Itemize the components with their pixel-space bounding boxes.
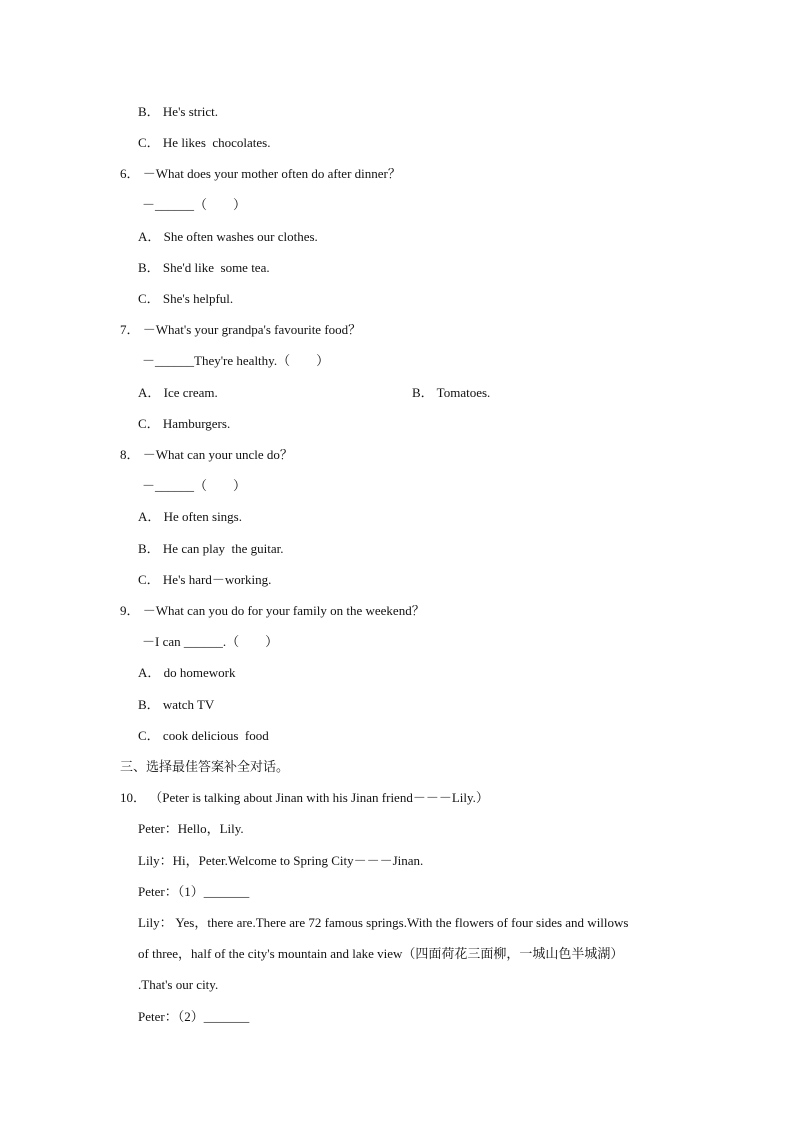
- dialogue-line-2: Lily：Hi，Peter.Welcome to Spring City－－－Jinan.: [138, 853, 424, 868]
- dialogue-line-4c: .That's our city.: [138, 977, 219, 992]
- dialogue-line-5: Peter：（2）_______: [138, 1009, 250, 1024]
- q7-question: 7． －What's your grandpa's favourite food？: [120, 322, 362, 337]
- q8-option-a: A． He often sings.: [138, 509, 242, 524]
- q9-question: 9． －What can you do for your family on the weekend？: [120, 603, 425, 618]
- dialogue-line-4a: Lily： Yes，there are.There are 72 famous springs.With the flowers of four sides and willows: [138, 915, 629, 930]
- q6-option-a: A． She often washes our clothes.: [138, 229, 318, 244]
- q8-option-c: C． He's hard－working.: [138, 572, 272, 587]
- dialogue-line-3: Peter：（1）_______: [138, 884, 250, 899]
- q7-option-c: C． Hamburgers.: [138, 416, 231, 431]
- q7-option-a: A． Ice cream.: [138, 385, 218, 400]
- q5-option-c: C． He likes chocolates.: [138, 135, 271, 150]
- dialogue-line-1: Peter：Hello，Lily.: [138, 821, 244, 836]
- q6-option-b: B． She'd like some tea.: [138, 260, 270, 275]
- q5-option-b: B． He's strict.: [138, 104, 218, 119]
- q8-answer-blank: －______（ ）: [142, 478, 247, 493]
- q10-intro: 10． （Peter is talking about Jinan with his Jinan friend－－－Lily.）: [120, 790, 489, 805]
- q7-option-b: B． Tomatoes.: [412, 385, 491, 400]
- section-three-heading: 三、选择最佳答案补全对话。: [120, 759, 290, 774]
- q9-option-b: B． watch TV: [138, 697, 215, 712]
- q6-option-c: C． She's helpful.: [138, 291, 234, 306]
- dialogue-line-4b: of three，half of the city's mountain and lake view（四面荷花三面柳，一城山色半城湖）: [138, 946, 624, 961]
- q6-answer-blank: －______（ ）: [142, 197, 247, 212]
- q9-option-a: A． do homework: [138, 665, 236, 680]
- q9-option-c: C． cook delicious food: [138, 728, 269, 743]
- q7-answer-blank: －______They're healthy.（ ）: [142, 353, 330, 368]
- q8-question: 8． －What can your uncle do？: [120, 447, 293, 462]
- q8-option-b: B． He can play the guitar.: [138, 541, 284, 556]
- q9-answer-blank: －I can ______.（ ）: [142, 634, 279, 649]
- q6-question: 6． －What does your mother often do after dinner？: [120, 166, 401, 181]
